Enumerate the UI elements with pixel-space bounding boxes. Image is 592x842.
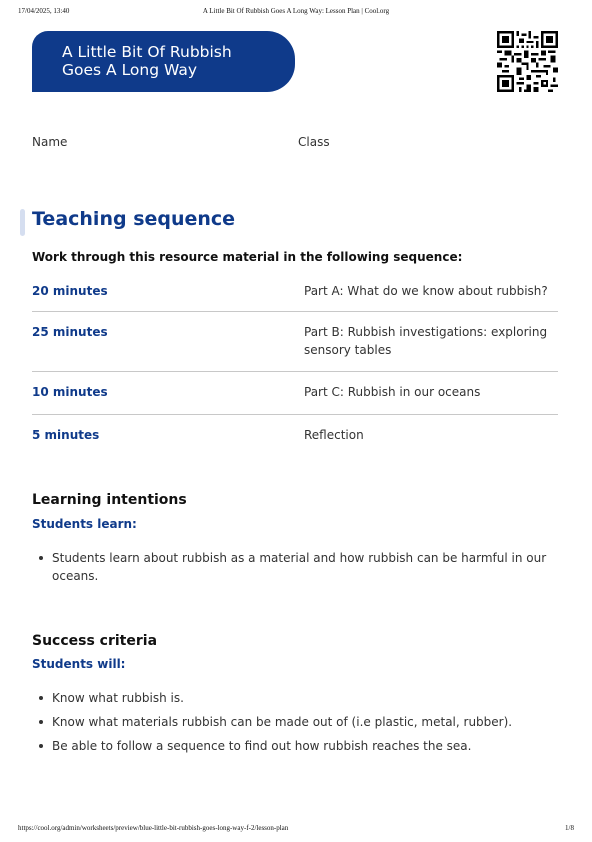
- sequence-time: 5 minutes: [32, 428, 100, 442]
- section-title-teaching-sequence: Teaching sequence: [32, 208, 236, 230]
- section-accent-bar: [20, 209, 25, 236]
- sequence-time: 10 minutes: [32, 385, 108, 399]
- list-item: Be able to follow a sequence to find out how rubbish reaches the sea.: [32, 737, 558, 755]
- sequence-part: Part B: Rubbish investigations: exploring sensory tables: [304, 325, 548, 357]
- list-item: Know what rubbish is.: [32, 689, 558, 707]
- sequence-intro: Work through this resource material in the following sequence:: [32, 250, 463, 264]
- class-label: Class: [298, 135, 330, 149]
- print-page-title: A Little Bit Of Rubbish Goes A Long Way: Lesson Plan | Cool.org: [202, 7, 390, 15]
- success-criteria-heading: Success criteria: [32, 633, 158, 649]
- sequence-row: [32, 272, 558, 312]
- sequence-part: Part A: What do we know about rubbish?: [304, 284, 548, 298]
- print-datetime: 17/04/2025, 13:40: [18, 7, 70, 15]
- list-item: Students learn about rubbish as a material and how rubbish can be harmful in our oceans.: [32, 549, 558, 585]
- success-criteria-list: [32, 689, 558, 761]
- sequence-part: Part C: Rubbish in our oceans: [304, 385, 481, 399]
- sequence-time: 20 minutes: [32, 284, 108, 298]
- print-url: https://cool.org/admin/worksheets/preview/blue-little-bit-rubbish-goes-long-way-f-2/lesson-plan: [18, 824, 289, 832]
- learning-intentions-list: [32, 549, 558, 591]
- sequence-time: 25 minutes: [32, 325, 108, 339]
- sequence-part: Reflection: [304, 428, 364, 442]
- sequence-table: [32, 272, 558, 457]
- learning-intentions-subheading: Students learn:: [32, 517, 137, 531]
- success-criteria-subheading: Students will:: [32, 657, 126, 671]
- title-banner: [32, 31, 295, 92]
- sequence-row: [32, 372, 558, 415]
- lesson-title: A Little Bit Of Rubbish Goes A Long Way: [62, 43, 232, 79]
- page-number: 1/8: [565, 824, 574, 832]
- sequence-row: [32, 312, 558, 372]
- list-item: Know what materials rubbish can be made out of (i.e plastic, metal, rubber).: [32, 713, 558, 731]
- name-label: Name: [32, 135, 68, 149]
- learning-intentions-heading: Learning intentions: [32, 492, 187, 508]
- sequence-row: [32, 415, 558, 457]
- qr-code-icon: [497, 31, 558, 92]
